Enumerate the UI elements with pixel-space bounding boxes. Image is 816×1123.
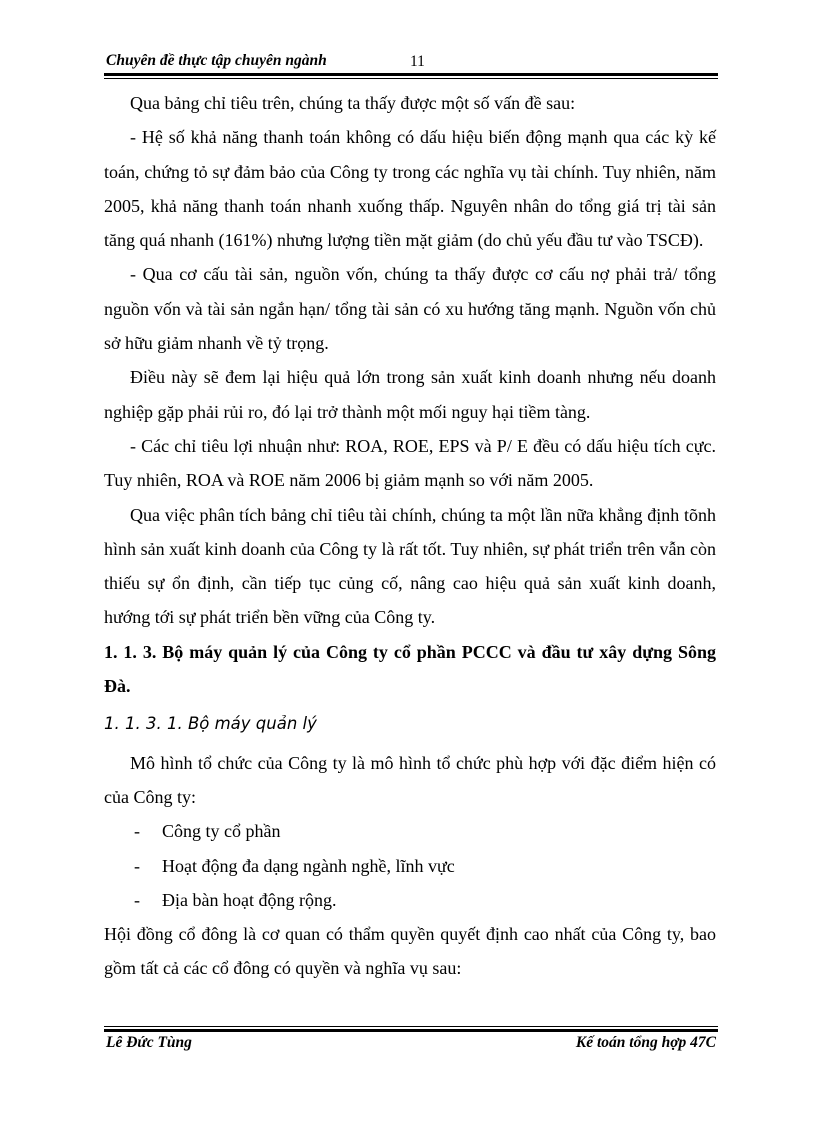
section-heading: 1. 1. 3. Bộ máy quản lý của Công ty cổ phần PCCC và đầu tư xây dựng Sông Đà. — [104, 641, 716, 697]
paragraph: - Hệ số khả năng thanh toán không có dấu hiệu biến động mạnh qua các kỳ kế toán, chứng tỏ sự đảm bảo của Công ty trong các nghĩa vụ tài chính. Tuy nhiên, năm 2005, khả năng thanh toán nhanh xuống thấp. Nguyên nhân do tổng giá trị tài sản tăng quá nhanh (161%) nhưng lượng tiền mặt giảm (do chủ yếu đầu tư vào TSCĐ). — [104, 127, 716, 251]
subsection-heading: 1. 1. 3. 1. Bộ máy quản lý — [104, 714, 317, 734]
paragraph: Qua bảng chỉ tiêu trên, chúng ta thấy được một số vấn đề sau: — [130, 93, 576, 113]
page-footer — [104, 1034, 718, 1056]
bullet-marker: - — [134, 855, 140, 876]
paragraph: - Qua cơ cấu tài sản, nguồn vốn, chúng ta thấy được cơ cấu nợ phải trả/ tổng nguồn vốn và tài sản ngắn hạn/ tổng tài sản có xu hướng tăng mạnh. Nguồn vốn chủ sở hữu giảm nhanh về tỷ trọng. — [104, 264, 716, 354]
list-item-text: Công ty cổ phần — [162, 821, 281, 842]
body-text — [104, 86, 716, 986]
paragraph: Điều này sẽ đem lại hiệu quả lớn trong sản xuất kinh doanh nhưng nếu doanh nghiệp gặp phải rủi ro, đó lại trở thành một mối nguy hại tiềm tàng. — [104, 367, 716, 422]
list-item — [104, 849, 716, 883]
header-rule-thick — [104, 73, 718, 76]
paragraph: Qua việc phân tích bảng chỉ tiêu tài chính, chúng ta một lần nữa khẳng định tõnh hình sản xuất kinh doanh của Công ty là rất tốt. Tuy nhiên, sự phát triển trên vẫn còn thiếu sự ổn định, cần tiếp tục củng cố, nâng cao hiệu quả sản xuất kinh doanh, hướng tới sự phát triển bền vững của Công ty. — [104, 504, 716, 628]
footer-rule-thin — [104, 1026, 718, 1027]
paragraph: Mô hình tổ chức của Công ty là mô hình tổ chức phù hợp với đặc điểm hiện có của Công ty: — [104, 752, 716, 807]
paragraph: - Các chỉ tiêu lợi nhuận như: ROA, ROE, EPS và P/ E đều có dấu hiệu tích cực. Tuy nhiên, ROA và ROE năm 2006 bị giảm mạnh so với năm 2005. — [104, 435, 716, 491]
list-item-text: Địa bàn hoạt động rộng. — [162, 889, 337, 910]
paragraph: Hội đồng cổ đông là cơ quan có thẩm quyền quyết định cao nhất của Công ty, bao gồm tất cả các cổ đông có quyền và nghĩa vụ sau: — [104, 924, 716, 979]
page-header — [104, 50, 718, 72]
footer-rule-thick — [104, 1029, 718, 1032]
footer-author: Lê Đức Tùng — [106, 1034, 192, 1051]
header-rule-thin — [104, 78, 718, 79]
bullet-marker: - — [134, 889, 140, 910]
list-item — [104, 883, 716, 917]
footer-class: Kế toán tổng hợp 47C — [575, 1034, 716, 1051]
list-item-text: Hoạt động đa dạng ngành nghề, lĩnh vực — [162, 855, 455, 876]
header-title: Chuyên đề thực tập chuyên ngành — [106, 52, 327, 69]
page-number: 11 — [410, 53, 425, 70]
bullet-marker: - — [134, 821, 140, 842]
list-item — [104, 814, 716, 848]
